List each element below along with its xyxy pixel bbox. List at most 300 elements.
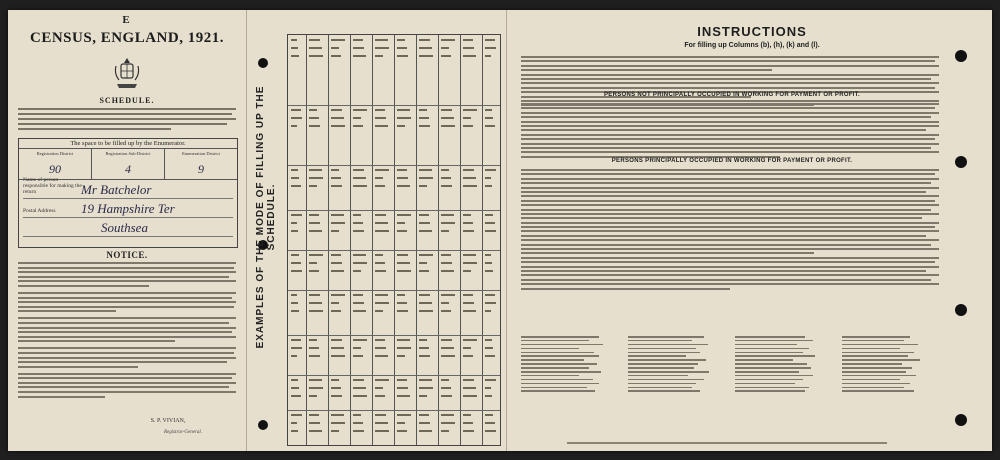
grid-cell-text — [291, 55, 299, 57]
front-panel — [8, 10, 246, 451]
grid-cell-text — [309, 262, 317, 264]
grid-row-rule — [288, 410, 500, 411]
grid-cell-text — [419, 39, 430, 41]
grid-cell-text — [331, 310, 341, 312]
grid-cell-text — [309, 347, 319, 349]
grid-cell-text — [419, 55, 433, 57]
grid-cell-text — [441, 355, 455, 357]
grid-cell-text — [485, 109, 492, 111]
grid-cell-text — [397, 414, 411, 416]
grid-cell-text — [309, 222, 320, 224]
grid-cell-text — [397, 347, 411, 349]
grid-cell-text — [397, 270, 411, 272]
grid-cell-text — [485, 355, 495, 357]
enumerator-box-heading: The space to be filled up by the Enumerator. — [19, 139, 237, 149]
grid-cell-text — [309, 302, 322, 304]
grid-cell-text — [441, 169, 449, 171]
grid-cell-text — [331, 185, 342, 187]
grid-cell-text — [397, 125, 405, 127]
grid-cell-text — [291, 395, 301, 397]
prescription-text — [18, 108, 236, 133]
grid-cell-text — [353, 347, 361, 349]
responsible-person-line — [23, 177, 233, 199]
grid-cell-text — [375, 310, 383, 312]
grid-cell-text — [331, 294, 345, 296]
grid-cell-text — [375, 125, 388, 127]
grid-cell-text — [309, 379, 322, 381]
grid-cell-text — [485, 379, 496, 381]
grid-cell-text — [397, 47, 407, 49]
grid-cell-text — [419, 302, 432, 304]
grid-cell-text — [419, 270, 429, 272]
enumerator-box — [18, 138, 238, 248]
grid-row-rule — [288, 335, 500, 336]
responsible-person-value: Mr Batchelor — [81, 182, 152, 197]
form-letter: E — [122, 14, 130, 26]
grid-cell-text — [441, 214, 454, 216]
grid-cell-text — [463, 222, 473, 224]
grid-cell-text — [353, 339, 367, 341]
examples-table — [287, 16, 499, 444]
grid-cell-text — [419, 117, 429, 119]
grid-cell-text — [485, 302, 496, 304]
responsible-person-label: Name of person responsible for making the return — [23, 177, 82, 195]
grid-cell-text — [331, 379, 339, 381]
grid-cell-text — [291, 347, 302, 349]
grid-cell-text — [441, 395, 452, 397]
grid-cell-text — [397, 222, 405, 224]
grid-cell-text — [353, 109, 367, 111]
grid-cell-text — [463, 125, 473, 127]
notice-heading: NOTICE. — [106, 250, 148, 260]
grid-column-rule — [328, 35, 329, 445]
grid-cell-text — [291, 355, 297, 357]
grid-cell-text — [353, 55, 366, 57]
registration-sub-district-value: 4 — [125, 162, 131, 176]
grid-cell-text — [375, 169, 389, 171]
grid-cell-text — [331, 177, 341, 179]
grid-cell-text — [291, 339, 301, 341]
grid-cell-text — [485, 422, 495, 424]
grid-cell-text — [331, 169, 339, 171]
grid-cell-text — [397, 185, 410, 187]
grid-cell-text — [331, 125, 345, 127]
grid-column-rule — [482, 35, 483, 445]
grid-cell-text — [463, 262, 477, 264]
examples-list-col-4 — [842, 328, 939, 394]
grid-column-rule — [394, 35, 395, 445]
enumeration-district-field: Enumeration District 9 — [165, 149, 237, 179]
grid-cell-text — [485, 117, 493, 119]
grid-cell-text — [397, 262, 410, 264]
grid-cell-text — [441, 177, 451, 179]
grid-cell-text — [309, 430, 322, 432]
grid-cell-text — [463, 177, 476, 179]
grid-cell-text — [309, 395, 317, 397]
grid-cell-text — [375, 222, 388, 224]
grid-cell-text — [441, 430, 449, 432]
grid-cell-text — [291, 294, 297, 296]
grid-cell-text — [441, 347, 454, 349]
grid-cell-text — [375, 55, 383, 57]
grid-cell-text — [331, 254, 341, 256]
grid-cell-text — [441, 39, 455, 41]
grid-cell-text — [441, 185, 452, 187]
registrar-title: Registrar-General. — [163, 430, 203, 435]
grid-cell-text — [331, 55, 341, 57]
schedule-heading: SCHEDULE. — [99, 96, 155, 105]
grid-cell-text — [309, 422, 320, 424]
registration-sub-district-field: Registration Sub-District 4 — [92, 149, 165, 179]
grid-cell-text — [331, 422, 345, 424]
grid-cell-text — [463, 117, 471, 119]
grid-cell-text — [353, 414, 361, 416]
grid-cell-text — [375, 262, 385, 264]
grid-cell-text — [441, 379, 449, 381]
grid-cell-text — [485, 310, 491, 312]
grid-cell-text — [331, 395, 342, 397]
grid-cell-text — [485, 414, 493, 416]
postal-address-label: Postal Address — [23, 208, 56, 214]
grid-cell-text — [331, 339, 342, 341]
grid-cell-text — [463, 294, 473, 296]
grid-cell-text — [463, 430, 474, 432]
grid-cell-text — [291, 379, 298, 381]
examples-column-heads — [287, 16, 499, 34]
grid-cell-text — [397, 395, 410, 397]
grid-cell-text — [463, 169, 474, 171]
grid-cell-text — [331, 262, 342, 264]
grid-cell-text — [441, 302, 449, 304]
grid-cell-text — [485, 55, 491, 57]
grid-cell-text — [441, 125, 455, 127]
grid-cell-text — [485, 262, 492, 264]
grid-cell-text — [441, 422, 455, 424]
grid-cell-text — [419, 347, 429, 349]
grid-cell-text — [291, 109, 301, 111]
grid-cell-text — [375, 302, 389, 304]
grid-cell-text — [375, 214, 386, 216]
grid-row-rule — [288, 165, 500, 166]
grid-cell-text — [291, 169, 298, 171]
grid-column-rule — [460, 35, 461, 445]
grid-cell-text — [419, 230, 432, 232]
grid-cell-text — [441, 262, 452, 264]
examples-list-col-2 — [628, 328, 725, 394]
grid-cell-text — [441, 387, 451, 389]
grid-cell-text — [485, 387, 491, 389]
grid-cell-text — [353, 214, 361, 216]
postal-address-line-2 — [23, 218, 233, 237]
grid-cell-text — [419, 294, 430, 296]
grid-cell-text — [485, 339, 492, 341]
grid-cell-text — [397, 39, 405, 41]
grid-cell-text — [375, 177, 383, 179]
grid-cell-text — [419, 395, 427, 397]
grid-cell-text — [441, 310, 451, 312]
grid-cell-text — [463, 310, 476, 312]
grid-cell-text — [419, 177, 433, 179]
grid-cell-text — [397, 355, 405, 357]
grid-cell-text — [331, 109, 342, 111]
printer-imprint — [567, 442, 887, 444]
grid-cell-text — [291, 270, 302, 272]
grid-cell-text — [291, 387, 299, 389]
notice-text — [18, 262, 236, 400]
grid-cell-text — [375, 430, 389, 432]
grid-cell-text — [419, 422, 430, 424]
grid-cell-text — [353, 270, 361, 272]
grid-cell-text — [309, 230, 322, 232]
grid-cell-text — [441, 222, 455, 224]
punch-hole — [258, 420, 268, 430]
grid-cell-text — [375, 39, 388, 41]
grid-cell-text — [353, 254, 366, 256]
grid-cell-text — [375, 117, 386, 119]
grid-cell-text — [419, 254, 433, 256]
punch-hole — [955, 50, 967, 62]
punch-hole — [955, 414, 967, 426]
grid-cell-text — [291, 214, 302, 216]
registration-district-value: 90 — [49, 162, 61, 176]
district-fields — [19, 149, 237, 180]
grid-cell-text — [375, 294, 388, 296]
grid-cell-text — [397, 169, 407, 171]
census-title: CENSUS, ENGLAND, 1921. — [30, 30, 224, 46]
section-not-occupied-heading: PERSONS NOT PRINCIPALLY OCCUPIED IN WORKING FOR PAYMENT OR PROFIT. — [603, 92, 861, 98]
grid-cell-text — [441, 294, 455, 296]
grid-cell-text — [419, 430, 432, 432]
grid-cell-text — [291, 262, 301, 264]
section-occupied-heading: PERSONS PRINCIPALLY OCCUPIED IN WORKING FOR PAYMENT OR PROFIT. — [611, 158, 853, 164]
grid-cell-text — [353, 430, 364, 432]
grid-cell-text — [309, 39, 320, 41]
grid-row-rule — [288, 250, 500, 251]
enumeration-district-value: 9 — [198, 162, 204, 176]
grid-cell-text — [309, 414, 319, 416]
grid-cell-text — [397, 302, 407, 304]
grid-cell-text — [309, 294, 320, 296]
grid-cell-text — [309, 117, 319, 119]
grid-cell-text — [397, 294, 405, 296]
grid-cell-text — [485, 395, 492, 397]
grid-cell-text — [463, 109, 477, 111]
grid-cell-text — [331, 230, 339, 232]
grid-cell-text — [331, 355, 345, 357]
grid-row-rule — [288, 210, 500, 211]
royal-coat-of-arms-icon — [113, 56, 141, 92]
grid-column-rule — [416, 35, 417, 445]
postal-address-line — [23, 199, 233, 218]
grid-cell-text — [441, 414, 454, 416]
grid-cell-text — [291, 254, 299, 256]
grid-cell-text — [419, 222, 430, 224]
grid-cell-text — [375, 47, 389, 49]
grid-cell-text — [309, 185, 317, 187]
grid-cell-text — [375, 185, 385, 187]
grid-cell-text — [353, 294, 363, 296]
grid-cell-text — [463, 302, 474, 304]
grid-cell-text — [419, 214, 429, 216]
grid-cell-text — [375, 347, 386, 349]
grid-cell-text — [331, 302, 339, 304]
grid-cell-text — [397, 339, 410, 341]
instructions-panel — [507, 10, 992, 451]
examples-list-col-1 — [521, 328, 618, 394]
grid-cell-text — [291, 185, 301, 187]
grid-column-rule — [438, 35, 439, 445]
grid-cell-text — [397, 430, 407, 432]
grid-cell-text — [485, 214, 493, 216]
grid-cell-text — [485, 254, 491, 256]
postal-address-value-2: Southsea — [101, 220, 148, 235]
grid-cell-text — [485, 177, 491, 179]
grid-cell-text — [419, 355, 430, 357]
grid-cell-text — [309, 339, 317, 341]
grid-cell-text — [353, 355, 363, 357]
punch-hole — [955, 304, 967, 316]
grid-cell-text — [463, 185, 477, 187]
grid-cell-text — [331, 387, 341, 389]
grid-cell-text — [291, 117, 302, 119]
grid-cell-text — [309, 47, 322, 49]
grid-cell-text — [375, 387, 383, 389]
grid-cell-text — [485, 347, 493, 349]
grid-cell-text — [291, 310, 299, 312]
grid-cell-text — [463, 254, 476, 256]
grid-cell-text — [397, 109, 410, 111]
grid-row-rule — [288, 375, 500, 376]
grid-cell-text — [353, 302, 364, 304]
grid-cell-text — [485, 185, 492, 187]
grid-cell-text — [485, 125, 495, 127]
grid-cell-text — [291, 125, 297, 127]
grid-cell-text — [309, 387, 323, 389]
grid-cell-text — [397, 379, 407, 381]
grid-cell-text — [397, 117, 411, 119]
grid-cell-text — [291, 230, 298, 232]
grid-cell-text — [291, 422, 297, 424]
grid-cell-text — [353, 262, 367, 264]
grid-cell-text — [463, 39, 473, 41]
grid-cell-text — [419, 109, 427, 111]
grid-cell-text — [419, 339, 427, 341]
grid-cell-text — [309, 109, 317, 111]
grid-cell-text — [291, 47, 298, 49]
grid-cell-text — [375, 422, 388, 424]
grid-cell-text — [331, 39, 345, 41]
instructions-subtitle: For filling up Columns (b), (h), (k) and (l). — [684, 42, 820, 49]
grid-cell-text — [353, 47, 364, 49]
grid-cell-text — [419, 310, 433, 312]
census-schedule-sheet — [8, 10, 992, 451]
grid-row-rule — [288, 290, 500, 291]
grid-cell-text — [419, 387, 433, 389]
grid-cell-text — [397, 230, 407, 232]
grid-cell-text — [291, 302, 298, 304]
grid-cell-text — [375, 414, 386, 416]
grid-cell-text — [331, 430, 339, 432]
grid-cell-text — [309, 254, 323, 256]
grid-cell-text — [353, 379, 364, 381]
grid-cell-text — [375, 339, 385, 341]
grid-column-rule — [372, 35, 373, 445]
instructions-title: INSTRUCTIONS — [697, 24, 807, 39]
grid-cell-text — [331, 270, 344, 272]
grid-cell-text — [331, 214, 344, 216]
grid-cell-text — [485, 270, 493, 272]
grid-cell-text — [331, 347, 344, 349]
grid-cell-text — [463, 355, 473, 357]
grid-cell-text — [463, 339, 477, 341]
instructions-intro-text — [521, 56, 939, 109]
grid-cell-text — [397, 387, 408, 389]
grid-cell-text — [291, 39, 297, 41]
punch-hole — [955, 156, 967, 168]
grid-cell-text — [463, 214, 471, 216]
grid-cell-text — [463, 47, 474, 49]
examples-panel — [247, 10, 506, 451]
grid-cell-text — [485, 294, 495, 296]
grid-cell-text — [485, 39, 495, 41]
grid-cell-text — [353, 222, 363, 224]
examples-vertical-title: EXAMPLES OF THE MODE OF FILLING UP THE SCHEDULE. — [255, 85, 277, 349]
postal-address-value: 19 Hampshire Ter — [81, 201, 175, 216]
grid-cell-text — [419, 169, 432, 171]
grid-cell-text — [441, 339, 452, 341]
grid-row-rule — [288, 105, 500, 106]
grid-cell-text — [463, 395, 477, 397]
grid-cell-text — [419, 125, 430, 127]
section-not-occupied-text — [521, 103, 939, 160]
grid-cell-text — [353, 169, 364, 171]
grid-cell-text — [353, 117, 361, 119]
grid-cell-text — [309, 55, 323, 57]
grid-column-rule — [306, 35, 307, 445]
grid-cell-text — [331, 47, 339, 49]
grid-cell-text — [353, 125, 363, 127]
grid-cell-text — [397, 310, 408, 312]
grid-cell-text — [375, 270, 386, 272]
grid-column-rule — [350, 35, 351, 445]
grid-cell-text — [441, 254, 451, 256]
grid-cell-text — [463, 387, 476, 389]
registration-district-field: Registration District 90 — [19, 149, 92, 179]
grid-cell-text — [397, 214, 411, 216]
grid-cell-text — [309, 310, 323, 312]
grid-cell-text — [375, 395, 385, 397]
grid-cell-text — [375, 109, 385, 111]
grid-cell-text — [419, 379, 432, 381]
grid-cell-text — [309, 270, 319, 272]
grid-cell-text — [291, 177, 299, 179]
grid-cell-text — [485, 169, 496, 171]
grid-cell-text — [463, 230, 474, 232]
grid-cell-text — [353, 39, 363, 41]
grid-cell-text — [419, 185, 427, 187]
grid-cell-text — [441, 55, 451, 57]
grid-cell-text — [463, 379, 474, 381]
grid-cell-text — [353, 185, 367, 187]
grid-cell-text — [463, 55, 476, 57]
grid-cell-text — [441, 230, 449, 232]
grid-cell-text — [397, 55, 408, 57]
grid-cell-text — [353, 387, 366, 389]
grid-cell-text — [463, 347, 471, 349]
grid-cell-text — [331, 117, 344, 119]
grid-cell-text — [419, 414, 429, 416]
grid-cell-text — [375, 379, 389, 381]
